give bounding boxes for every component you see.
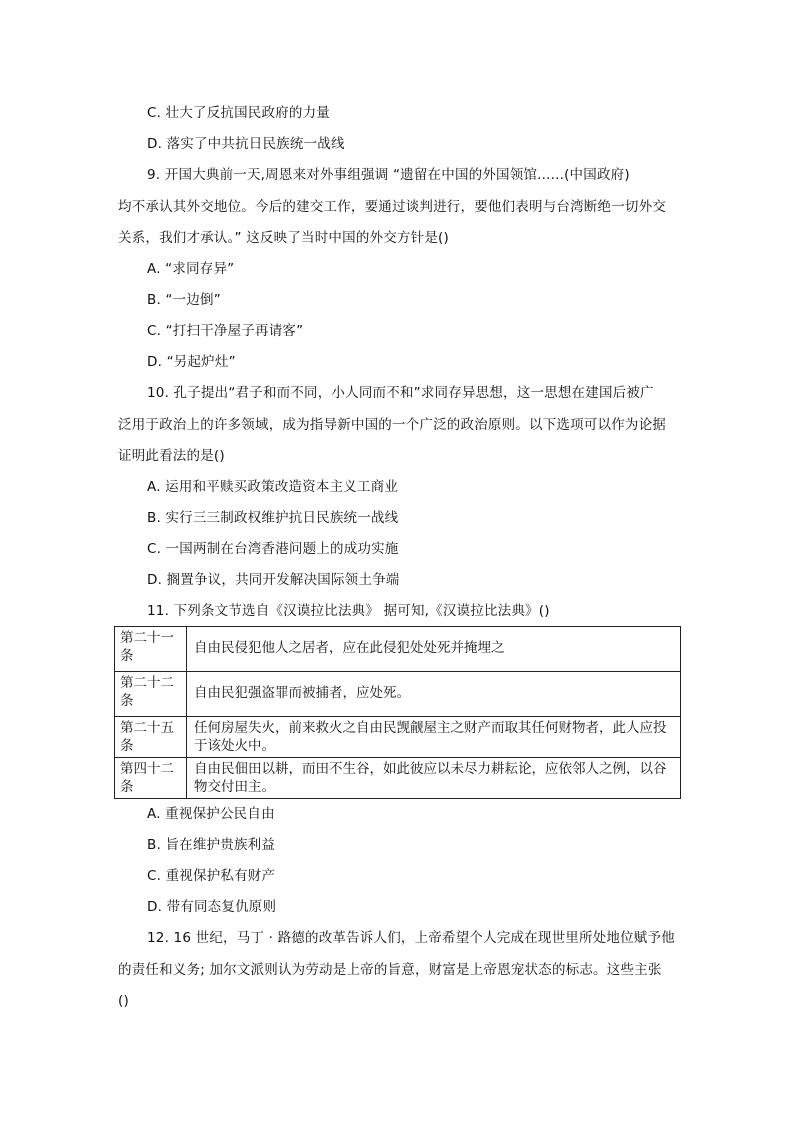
article-number: 第二十二条 bbox=[115, 672, 187, 717]
article-number: 第四十二条 bbox=[115, 758, 187, 799]
q9-stem-line-3: 关系，我们才承认。” 这反映了当时中国的外交方针是() bbox=[118, 230, 449, 246]
q11-option-d: D. 带有同态复仇原则 bbox=[147, 899, 277, 915]
q12-stem-line-2: 的责任和义务; 加尔文派则认为劳动是上帝的旨意，财富是上帝恩宠状态的标志。这些主张 bbox=[118, 962, 662, 978]
article-number: 第二十五条 bbox=[115, 717, 187, 758]
hammurabi-law-table bbox=[114, 626, 681, 799]
q10-stem-line-3: 证明此看法的是() bbox=[118, 448, 225, 464]
q12-stem-line-3: () bbox=[118, 993, 129, 1009]
article-text: 自由民犯强盗罪而被捕者，应处死。 bbox=[187, 672, 681, 717]
q9-option-d: D. “另起炉灶” bbox=[147, 354, 236, 370]
table-row bbox=[115, 758, 681, 799]
q11-option-b: B. 旨在维护贵族利益 bbox=[147, 837, 276, 853]
q11-option-c: C. 重视保护私有财产 bbox=[147, 868, 276, 884]
q10-option-b: B. 实行三三制政权维护抗日民族统一战线 bbox=[147, 510, 399, 526]
q11-option-a: A. 重视保护公民自由 bbox=[147, 806, 275, 822]
table-row bbox=[115, 627, 681, 672]
q10-stem-line-2: 泛用于政治上的许多领域，成为指导新中国的一个广泛的政治原则。以下选项可以作为论据 bbox=[118, 417, 666, 433]
article-number: 第二十一条 bbox=[115, 627, 187, 672]
q12-stem-line-1: 12. 16 世纪，马丁 · 路德的改革告诉人们，上帝希望个人完成在现世里所处地位赋予他 bbox=[147, 930, 675, 946]
q9-option-b: B. “一边倒” bbox=[147, 292, 221, 308]
q10-stem-line-1: 10. 孔子提出“君子和而不同，小人同而不和”求同存异思想，这一思想在建国后被广 bbox=[147, 385, 654, 401]
q10-option-d: D. 搁置争议，共同开发解决国际领土争端 bbox=[147, 572, 400, 588]
q9-stem-line-1: 9. 开国大典前一天,周恩来对外事组强调 “遗留在中国的外国领馆......(中国政府) bbox=[147, 167, 630, 183]
article-text: 自由民侵犯他人之居者，应在此侵犯处处死并掩埋之 bbox=[187, 627, 681, 672]
q8-option-c: C. 壮大了反抗国民政府的力量 bbox=[147, 105, 331, 121]
table-row bbox=[115, 717, 681, 758]
q10-option-a: A. 运用和平赎买政策改造资本主义工商业 bbox=[147, 479, 399, 495]
q10-option-c: C. 一国两制在台湾香港问题上的成功实施 bbox=[147, 541, 399, 557]
article-text: 任何房屋失火，前来救火之自由民觊觎屋主之财产而取其任何财物者，此人应投于该处火中。 bbox=[187, 717, 681, 758]
q9-stem-line-2: 均不承认其外交地位。今后的建交工作，要通过谈判进行，要他们表明与台湾断绝一切外交 bbox=[118, 199, 666, 215]
q11-stem-line-1: 11. 下列条文节选自《汉谟拉比法典》 据可知,《汉谟拉比法典》() bbox=[147, 603, 550, 619]
table-row bbox=[115, 672, 681, 717]
q9-option-c: C. “打扫干净屋子再请客” bbox=[147, 323, 304, 339]
q8-option-d: D. 落实了中共抗日民族统一战线 bbox=[147, 136, 345, 152]
q9-option-a: A. “求同存异” bbox=[147, 261, 235, 277]
article-text: 自由民佃田以耕，而田不生谷，如此彼应以未尽力耕耘论，应依邻人之例，以谷物交付田主。 bbox=[187, 758, 681, 799]
